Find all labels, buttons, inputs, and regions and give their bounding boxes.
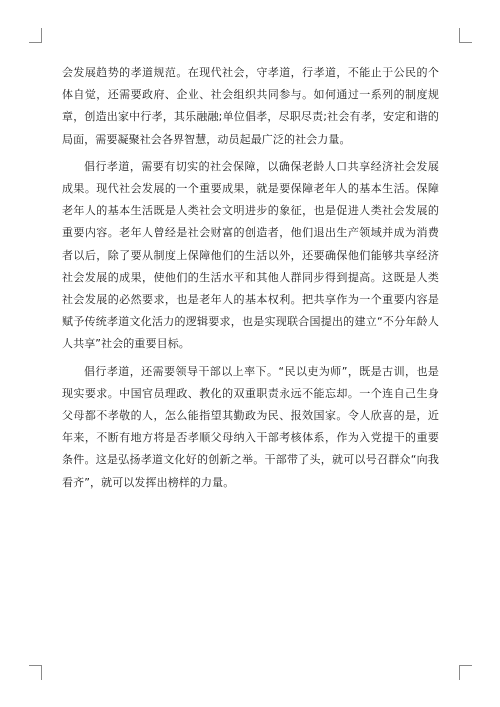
paragraph-1: 会发展趋势的孝道规范。在现代社会，守孝道，行孝道，不能止于公民的个体自觉，还需要政府、企业、社会组织共同参与。如何通过一系列的制度规章，创造出家中行孝，其乐融融;单位倡孝，尽职尽责;社会有孝，安定和谐的局面，需要凝聚社会各界智慧，动员起最广泛的社会力量。 xyxy=(62,66,439,146)
document-body xyxy=(62,62,439,499)
paragraph-2: 倡行孝道，需要有切实的社会保障，以确保老龄人口共享经济社会发展成果。现代社会发展的一个重要成果，就是要保障老年人的基本生活。保障老年人的基本生活既是人类社会文明进步的象征，也是促进人类社会发展的重要内容。老年人曾经是社会财富的创造者，他们退出生产领域并成为消费者以后，除了要从制度上保障他们的生活以外，还要确保他们能够共享经济社会发展的成果，使他们的生活水平和其他人群同步得到提高。这既是人类社会发展的必然要求，也是老年人的基本权利。把共享作为一个重要内容是赋予传统孝道文化活力的逻辑要求，也是实现联合国提出的建立“不分年龄人人共享”社会的重要目标。 xyxy=(62,159,439,351)
crop-mark-top-right xyxy=(459,28,472,43)
crop-mark-bottom-left xyxy=(29,665,42,680)
paragraph-3: 倡行孝道，还需要领导干部以上率下。“民以吏为师”，既是古训，也是现实要求。中国官员理政、教化的双重职责永远不能忘却。一个连自己生身父母都不孝敬的人，怎么能指望其勤政为民、报效国家。令人欣喜的是，近年来，不断有地方将是否孝顺父母纳入干部考核体系，作为入党提干的重要条件。这是弘扬孝道文化好的创新之举。干部带了头，就可以号召群众“向我看齐”，就可以发挥出榜样的力量。 xyxy=(62,364,439,489)
crop-mark-top-left xyxy=(29,28,42,43)
crop-mark-bottom-right xyxy=(459,665,472,680)
